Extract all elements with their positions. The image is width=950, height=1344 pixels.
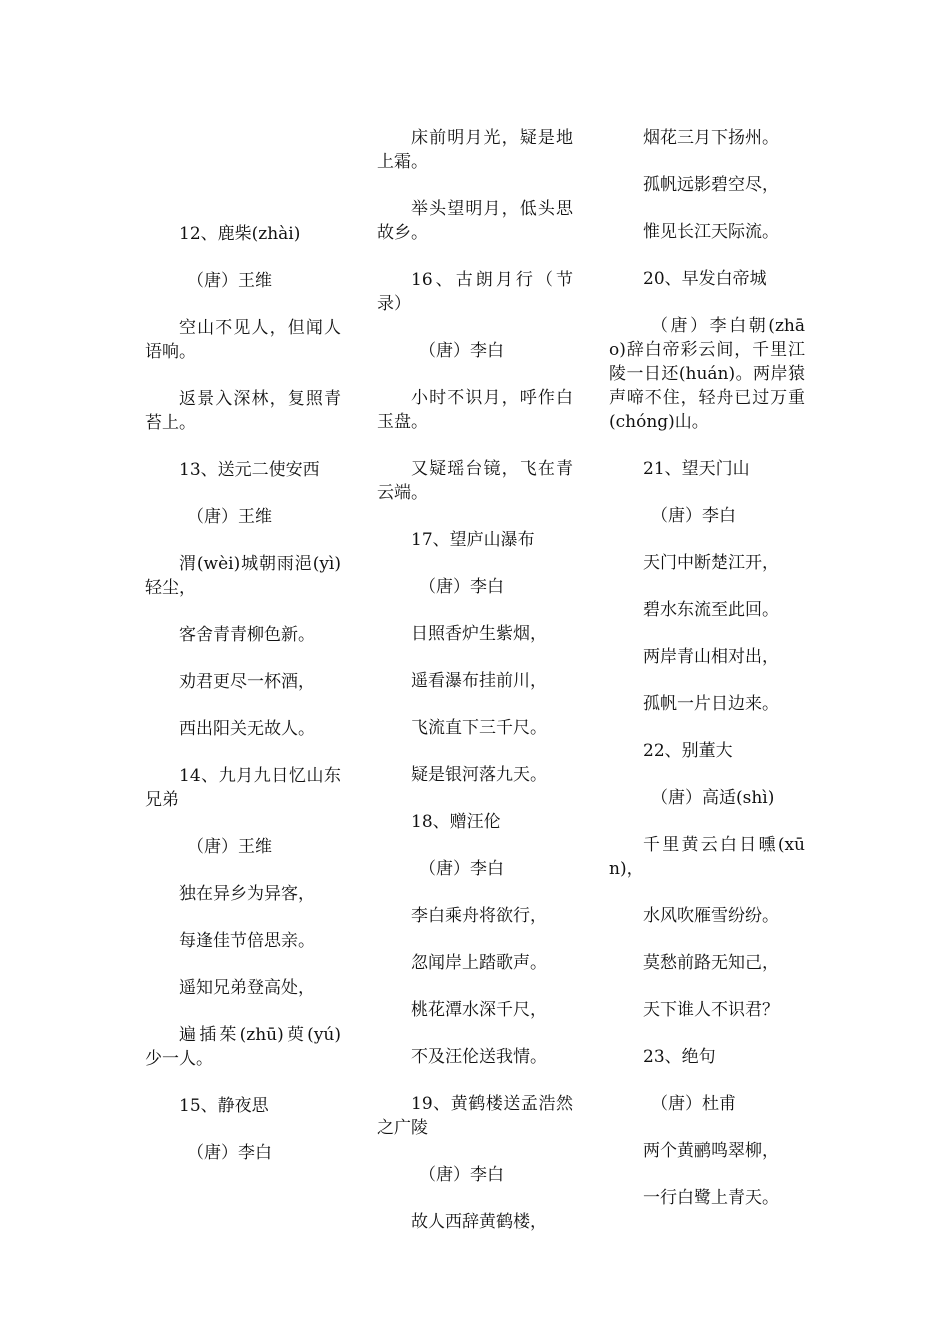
poem-line: 莫愁前路无知己， bbox=[643, 953, 779, 973]
poem-title: 20、早发白帝城 bbox=[643, 269, 767, 289]
poem-line: 天下谁人不识君？ bbox=[643, 1000, 779, 1020]
poem-line: 空山不见人，但闻人语响。 bbox=[145, 318, 341, 362]
poem-line: 两岸青山相对出， bbox=[643, 647, 779, 667]
poem-author: （唐）李白 bbox=[651, 506, 736, 526]
poem-author: （唐）王维 bbox=[187, 271, 272, 291]
poem-line: 烟花三月下扬州。 bbox=[643, 128, 779, 148]
poem-line: 又疑瑶台镜，飞在青云端。 bbox=[377, 459, 573, 503]
poem-line: 遥知兄弟登高处， bbox=[179, 978, 315, 998]
poem-author: （唐）王维 bbox=[187, 837, 272, 857]
poem-line: 返景入深林，复照青苔上。 bbox=[145, 389, 341, 433]
poem-line: 孤帆远影碧空尽， bbox=[643, 175, 779, 195]
poem-line: 两个黄鹂鸣翠柳， bbox=[643, 1141, 779, 1161]
poem-line: 举头望明月，低头思故乡。 bbox=[377, 199, 573, 243]
poem-author: （唐）王维 bbox=[187, 507, 272, 527]
poem-line: 故人西辞黄鹤楼， bbox=[411, 1212, 547, 1232]
text-column-3 bbox=[609, 126, 805, 1233]
poem-line: 一行白鹭上青天。 bbox=[643, 1188, 779, 1208]
poem-title: 21、望天门山 bbox=[643, 459, 750, 479]
poem-line: 日照香炉生紫烟， bbox=[411, 624, 547, 644]
poem-line: 遍插茱(zhū)萸(yú)少一人。 bbox=[145, 1025, 341, 1069]
poem-line: 西出阳关无故人。 bbox=[179, 719, 315, 739]
poem-line: 水风吹雁雪纷纷。 bbox=[643, 906, 779, 926]
poem-author: （唐）高适(shì) bbox=[651, 788, 775, 808]
poem-title: 16、古朗月行（节录） bbox=[377, 270, 573, 314]
poem-line: 遥看瀑布挂前川， bbox=[411, 671, 547, 691]
poem-title: 13、送元二使安西 bbox=[179, 460, 320, 480]
poem-line: 劝君更尽一杯酒， bbox=[179, 672, 315, 692]
poem-line: 独在异乡为异客， bbox=[179, 884, 315, 904]
poem-title: 19、黄鹤楼送孟浩然之广陵 bbox=[377, 1094, 573, 1138]
poem-author: （唐）李白朝(zhāo)辞白帝彩云间，千里江陵一日还(huán)。两岸猿声啼不住，轻舟已过万重(chóng)山。 bbox=[609, 316, 805, 432]
poem-line: 忽闻岸上踏歌声。 bbox=[411, 953, 547, 973]
poem-author: （唐）杜甫 bbox=[651, 1094, 736, 1114]
poem-title: 14、九月九日忆山东兄弟 bbox=[145, 766, 341, 810]
poem-line: 不及汪伦送我情。 bbox=[411, 1047, 547, 1067]
poem-line: 床前明月光，疑是地上霜。 bbox=[377, 128, 573, 172]
text-column-1 bbox=[145, 222, 341, 1188]
poem-line: 疑是银河落九天。 bbox=[411, 765, 547, 785]
poem-title: 12、鹿柴(zhài) bbox=[179, 224, 301, 244]
poem-line: 每逢佳节倍思亲。 bbox=[179, 931, 315, 951]
poem-title: 15、静夜思 bbox=[179, 1096, 269, 1116]
poem-author: （唐）李白 bbox=[419, 577, 504, 597]
poem-line: 桃花潭水深千尺， bbox=[411, 1000, 547, 1020]
poem-title: 17、望庐山瀑布 bbox=[411, 530, 535, 550]
poem-line: 客舍青青柳色新。 bbox=[179, 625, 315, 645]
poem-line: 飞流直下三千尺。 bbox=[411, 718, 547, 738]
poem-line: 渭(wèi)城朝雨浥(yì)轻尘， bbox=[145, 554, 341, 598]
poem-author: （唐）李白 bbox=[419, 1165, 504, 1185]
poem-line: 惟见长江天际流。 bbox=[643, 222, 779, 242]
poem-line: 天门中断楚江开， bbox=[643, 553, 779, 573]
poem-title: 23、绝句 bbox=[643, 1047, 716, 1067]
poem-title: 18、赠汪伦 bbox=[411, 812, 501, 832]
poem-author: （唐）李白 bbox=[419, 859, 504, 879]
poem-line: 李白乘舟将欲行， bbox=[411, 906, 547, 926]
poem-line: 孤帆一片日边来。 bbox=[643, 694, 779, 714]
poem-title: 22、别董大 bbox=[643, 741, 733, 761]
poem-line: 千里黄云白日曛(xūn)， bbox=[609, 835, 805, 879]
poem-author: （唐）李白 bbox=[419, 341, 504, 361]
poem-line: 碧水东流至此回。 bbox=[643, 600, 779, 620]
text-column-2 bbox=[377, 126, 573, 1257]
poem-author: （唐）李白 bbox=[187, 1143, 272, 1163]
poem-line: 小时不识月，呼作白玉盘。 bbox=[377, 388, 573, 432]
